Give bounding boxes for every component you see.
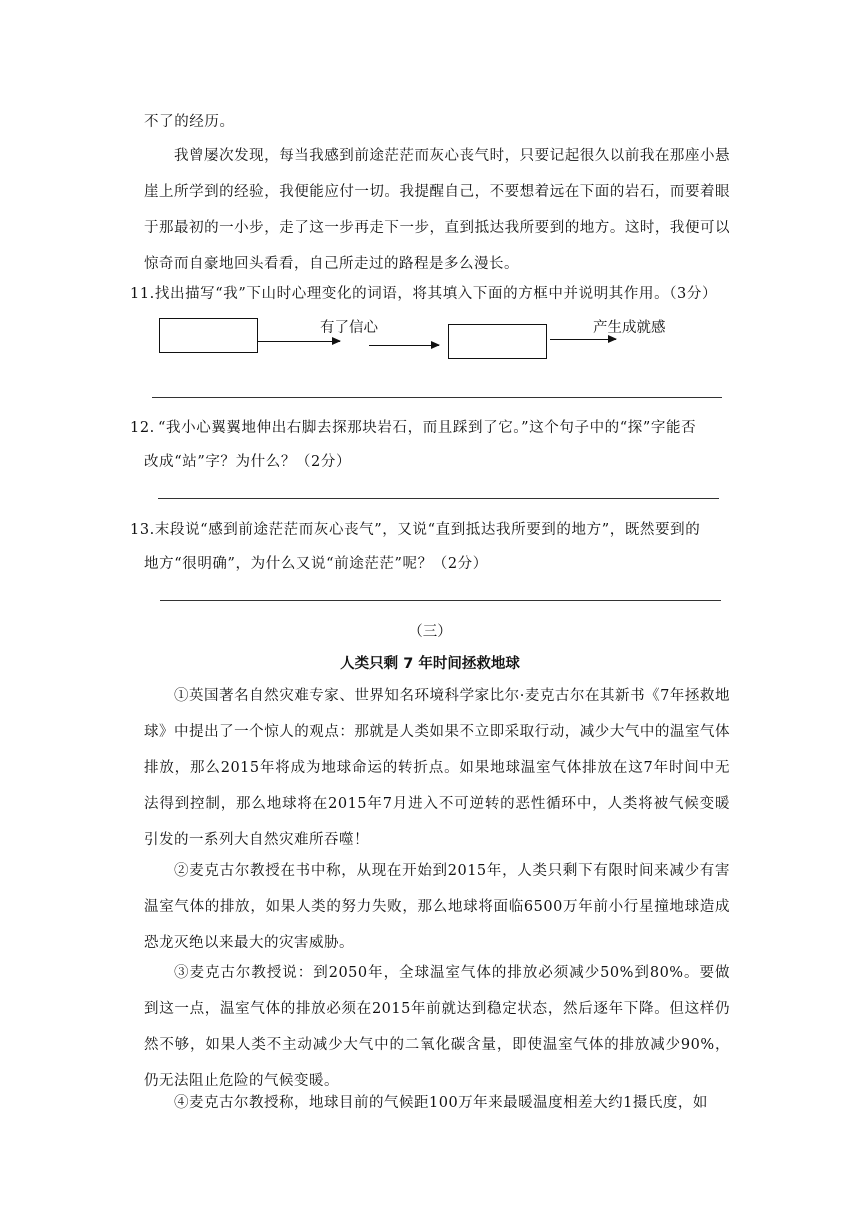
answer-line-13[interactable] (160, 600, 721, 601)
question-text: “我小心翼翼地伸出右脚去探那块岩石，而且踩到了它。”这个句子中的“探”字能否 (158, 420, 697, 436)
question-number: 12. (130, 420, 155, 436)
arrow-1 (258, 341, 340, 342)
answer-line-11[interactable] (152, 397, 722, 398)
passage-line: 不了的经历。 (144, 114, 235, 130)
article-paragraph-3: ③麦克古尔教授说：到2050年，全球温室气体的排放必须减少50%到80%。要做到这一点，温室气体的排放必须在2015年前就达到稳定状态，然后逐年下降。但这样仍然不够，如果人类不主动减少大气中的二氧化碳含量，即使温室气体的排放减少90%，仍无法阻止危险的气候变暖。 (144, 965, 730, 1089)
passage-paragraph: 我曾屡次发现，每当我感到前途茫茫而灰心丧气时，只要记起很久以前我在那座小悬崖上所学到的经验，我便能应付一切。我提醒自己，不要想着远在下面的岩石，而要着眼于那最初的一小步，走了这一步再走下一步，直到抵达我所要到的地方。这时，我便可以惊奇而自豪地回头看看，自己所走过的路程是多么漫长。 (144, 148, 730, 272)
question-number: 11. (130, 286, 155, 302)
question-13 (130, 518, 700, 539)
question-11 (130, 282, 717, 303)
question-number: 13. (130, 522, 155, 538)
flow-label-2: 产生成就感 (593, 320, 666, 336)
question-12 (130, 416, 696, 437)
question-text: 末段说“感到前途茫茫而灰心丧气”，又说“直到抵达我所要到的地方”，既然要到的 (154, 522, 701, 538)
article-paragraph-4: ④麦克古尔教授称，地球目前的气候距100万年来最暖温度相差大约1摄氏度，如 (174, 1095, 708, 1111)
flow-label-1: 有了信心 (320, 320, 378, 336)
answer-line-12[interactable] (158, 498, 719, 499)
answer-box-2[interactable] (448, 324, 547, 359)
question-text: 找出描写“我”下山时心理变化的词语，将其填入下面的方框中并说明其作用。（3分） (154, 286, 718, 302)
article-title: 人类只剩 7 年时间拯救地球 (340, 656, 520, 672)
section-heading: （三） (408, 624, 452, 640)
question-13-cont: 地方“很明确”，为什么又说“前途茫茫”呢？（2分） (144, 556, 488, 572)
arrow-3 (550, 339, 616, 340)
article-paragraph-1: ①英国著名自然灾难专家、世界知名环境科学家比尔·麦克古尔在其新书《7年拯救地球》中提出了一个惊人的观点：那就是人类如果不立即采取行动，减少大气中的温室气体排放，那么2015年将成为地球命运的转折点。如果地球温室气体排放在这7年时间中无法得到控制，那么地球将在2015年7月进入不可逆转的恶性循环中，人类将被气候变暖引发的一系列大自然灾难所吞噬！ (144, 688, 730, 848)
arrow-2 (369, 345, 439, 346)
answer-box-1[interactable] (159, 318, 258, 353)
question-12-cont: 改成“站”字？为什么？（2分） (144, 454, 352, 470)
article-paragraph-2: ②麦克古尔教授在书中称，从现在开始到2015年，人类只剩下有限时间来减少有害温室气体的排放，如果人类的努力失败，那么地球将面临6500万年前小行星撞地球造成恐龙灭绝以来最大的灾害威胁。 (144, 863, 730, 951)
